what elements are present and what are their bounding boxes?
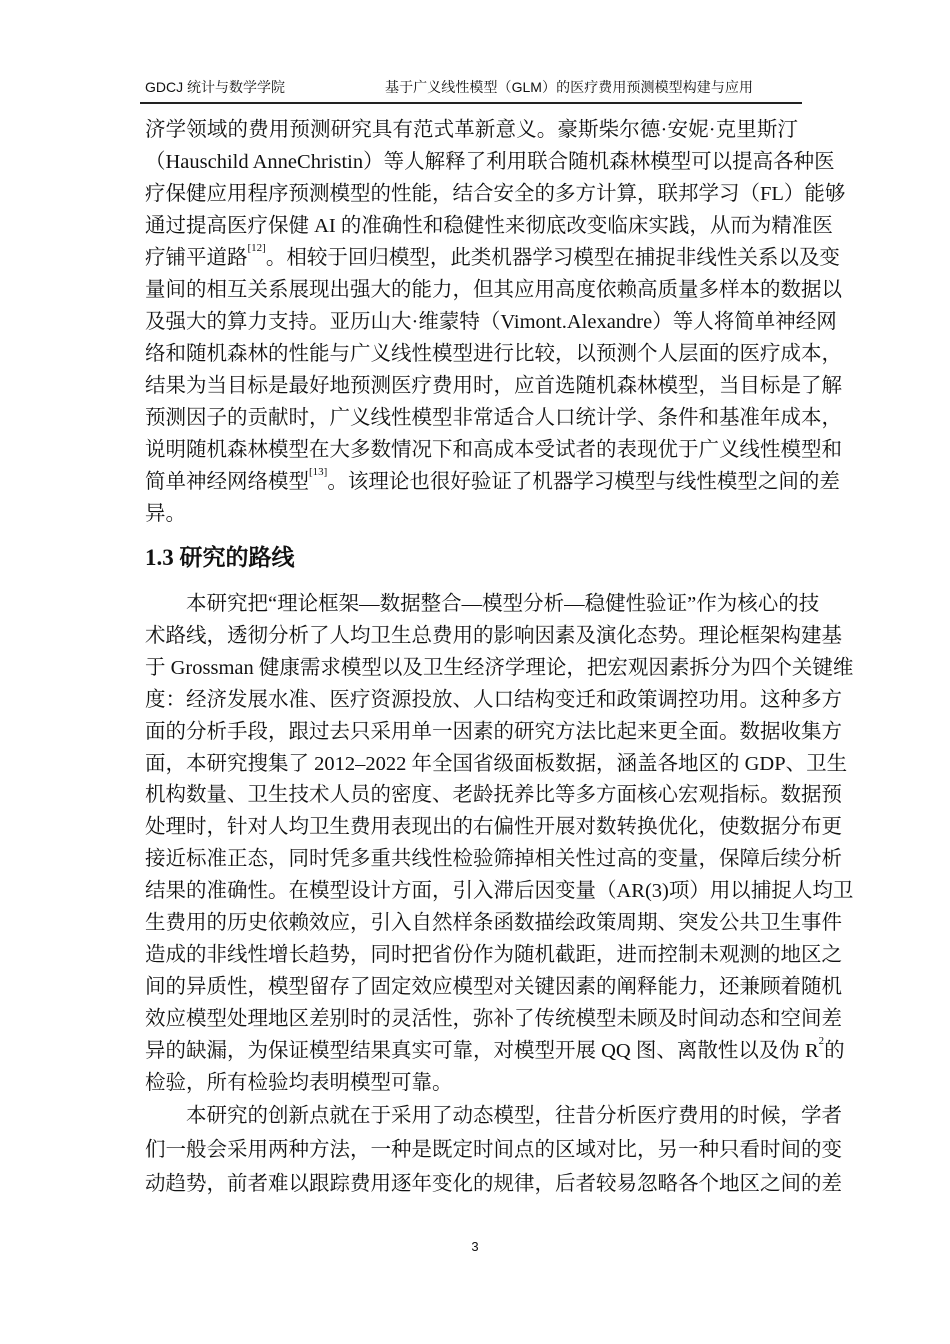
line-text: 结果的准确性。在模型设计方面，引入滞后因变量（AR(3)项）用以捕捉人均卫	[145, 880, 854, 903]
line-text: 们一般会采用两种方法，一种是既定时间点的区域对比，另一种只看时间的变	[145, 1139, 842, 1161]
page-number: 3	[471, 1239, 479, 1254]
line-text: 造成的非线性增长趋势，同时把省份作为随机截距，进而控制未观测的地区之	[145, 943, 842, 966]
text-line	[145, 1136, 842, 1164]
line-text: 间的异质性，模型留存了固定效应模型对关键因素的阐释能力，还兼顾着随机	[145, 975, 842, 998]
line-text: 通过提高医疗保健 AI 的准确性和稳健性来彻底改变临床实践，从而为精准医	[145, 215, 833, 237]
line-text: 。相较于回归模型，此类机器学习模型在捕捉非线性关系以及变	[265, 247, 840, 269]
text-line	[145, 813, 842, 841]
line-text: 济学领域的费用预测研究具有范式革新意义。豪斯柴尔德·安妮·克里斯汀	[145, 119, 798, 141]
running-header-left: GDCJ 统计与数学学院	[145, 79, 285, 95]
text-line	[145, 654, 854, 682]
line-text: 术路线，透彻分析了人均卫生总费用的影响因素及演化态势。理论框架构建基	[145, 624, 842, 647]
text-line	[145, 340, 842, 368]
text-line	[145, 750, 848, 778]
line-text: 说明随机森林模型在大多数情况下和高成本受试者的表现优于广义线性模型和	[145, 439, 842, 461]
text-line	[145, 404, 842, 432]
line-text: 度：经济发展水准、医疗资源投放、人口结构变迁和政策调控功用。这种多方	[145, 688, 842, 711]
text-line	[145, 973, 842, 1001]
text-line	[145, 845, 842, 873]
text-line	[145, 590, 820, 618]
text-line	[145, 1034, 845, 1065]
line-text: 的	[824, 1039, 845, 1062]
text-line	[145, 909, 842, 937]
line-text: 面，本研究搜集了 2012–2022 年全国省级面板数据，涵盖各地区的 GDP、卫生	[145, 752, 848, 775]
citation-superscript: 2	[818, 1034, 825, 1047]
text-line	[145, 718, 842, 746]
line-text: 疗保健应用程序预测模型的性能，结合安全的多方计算，联邦学习（FL）能够	[145, 183, 846, 205]
line-text: 。该理论也很好验证了机器学习模型与线性模型之间的差	[327, 471, 840, 493]
text-line	[145, 148, 835, 176]
section-heading: 1.3 研究的路线	[145, 545, 295, 570]
line-text: 络和随机森林的性能与广义线性模型进行比较，以预测个人层面的医疗成本，	[145, 343, 842, 365]
line-text: 本研究把“理论框架—数据整合—模型分析—稳健性验证”作为核心的技	[145, 593, 820, 615]
line-text: 量间的相互关系展现出强大的能力，但其应用高度依赖高质量多样本的数据以	[145, 279, 842, 301]
citation-superscript: [13]	[309, 466, 328, 478]
line-text: 本研究的创新点就在于采用了动态模型，往昔分析医疗费用的时候，学者	[145, 1105, 842, 1127]
text-line	[145, 686, 842, 714]
line-text: 结果为当目标是最好地预测医疗费用时，应首选随机森林模型，当目标是了解	[145, 375, 842, 397]
text-line	[145, 276, 842, 304]
text-line	[145, 466, 840, 496]
text-line	[145, 242, 840, 272]
text-line	[145, 941, 842, 969]
text-line	[145, 1005, 842, 1033]
line-text: 于 Grossman 健康需求模型以及卫生经济学理论，把宏观因素拆分为四个关键维	[145, 656, 854, 679]
text-line	[145, 308, 837, 336]
text-line	[145, 500, 798, 528]
text-line	[145, 180, 846, 208]
line-text: 简单神经网络模型	[145, 471, 309, 493]
line-text: 面的分析手段，跟过去只采用单一因素的研究方法比起来更全面。数据收集方	[145, 720, 842, 743]
line-text: 接近标准正态，同时凭多重共线性检验筛掉相关性过高的变量，保障后续分析	[145, 848, 842, 871]
line-text: 及强大的算力支持。亚历山大·维蒙特（Vimont.Alexandre）等人将简单神经网	[145, 311, 837, 333]
text-line	[145, 622, 842, 650]
citation-superscript: [12]	[247, 242, 266, 254]
text-line	[145, 877, 854, 905]
text-line	[145, 1170, 842, 1198]
line-text: 动趋势，前者难以跟踪费用逐年变化的规律，后者较易忽略各个地区之间的差	[145, 1173, 842, 1195]
line-text: （Hauschild AnneChristin）等人解释了利用联合随机森林模型可以提高各种医	[145, 151, 835, 173]
text-line	[145, 372, 842, 400]
text-line	[145, 212, 833, 240]
text-line	[145, 781, 842, 809]
running-header-title: 基于广义线性模型（GLM）的医疗费用预测模型构建与应用	[385, 79, 753, 95]
line-text: 机构数量、卫生技术人员的密度、老龄抚养比等多方面核心宏观指标。数据预	[145, 784, 842, 807]
text-line	[145, 1102, 842, 1130]
text-line	[145, 436, 842, 464]
line-text: 异。	[145, 503, 186, 525]
header-rule	[140, 102, 802, 104]
line-text: 效应模型处理地区差别时的灵活性，弥补了传统模型未顾及时间动态和空间差	[145, 1007, 842, 1030]
line-text: 疗铺平道路	[145, 247, 248, 269]
line-text: 生费用的历史依赖效应，引入自然样条函数描绘政策周期、突发公共卫生事件	[145, 912, 842, 934]
text-line	[145, 1069, 798, 1097]
line-text: 处理时，针对人均卫生费用表现出的右偏性开展对数转换优化，使数据分布更	[145, 816, 842, 839]
text-line	[145, 116, 798, 144]
line-text: 预测因子的贡献时，广义线性模型非常适合人口统计学、条件和基准年成本，	[145, 407, 842, 429]
line-text: 检验，所有检验均表明模型可靠。	[145, 1071, 453, 1094]
line-text: 异的缺漏，为保证模型结果真实可靠，对模型开展 QQ 图、离散性以及伪 R	[145, 1039, 819, 1062]
